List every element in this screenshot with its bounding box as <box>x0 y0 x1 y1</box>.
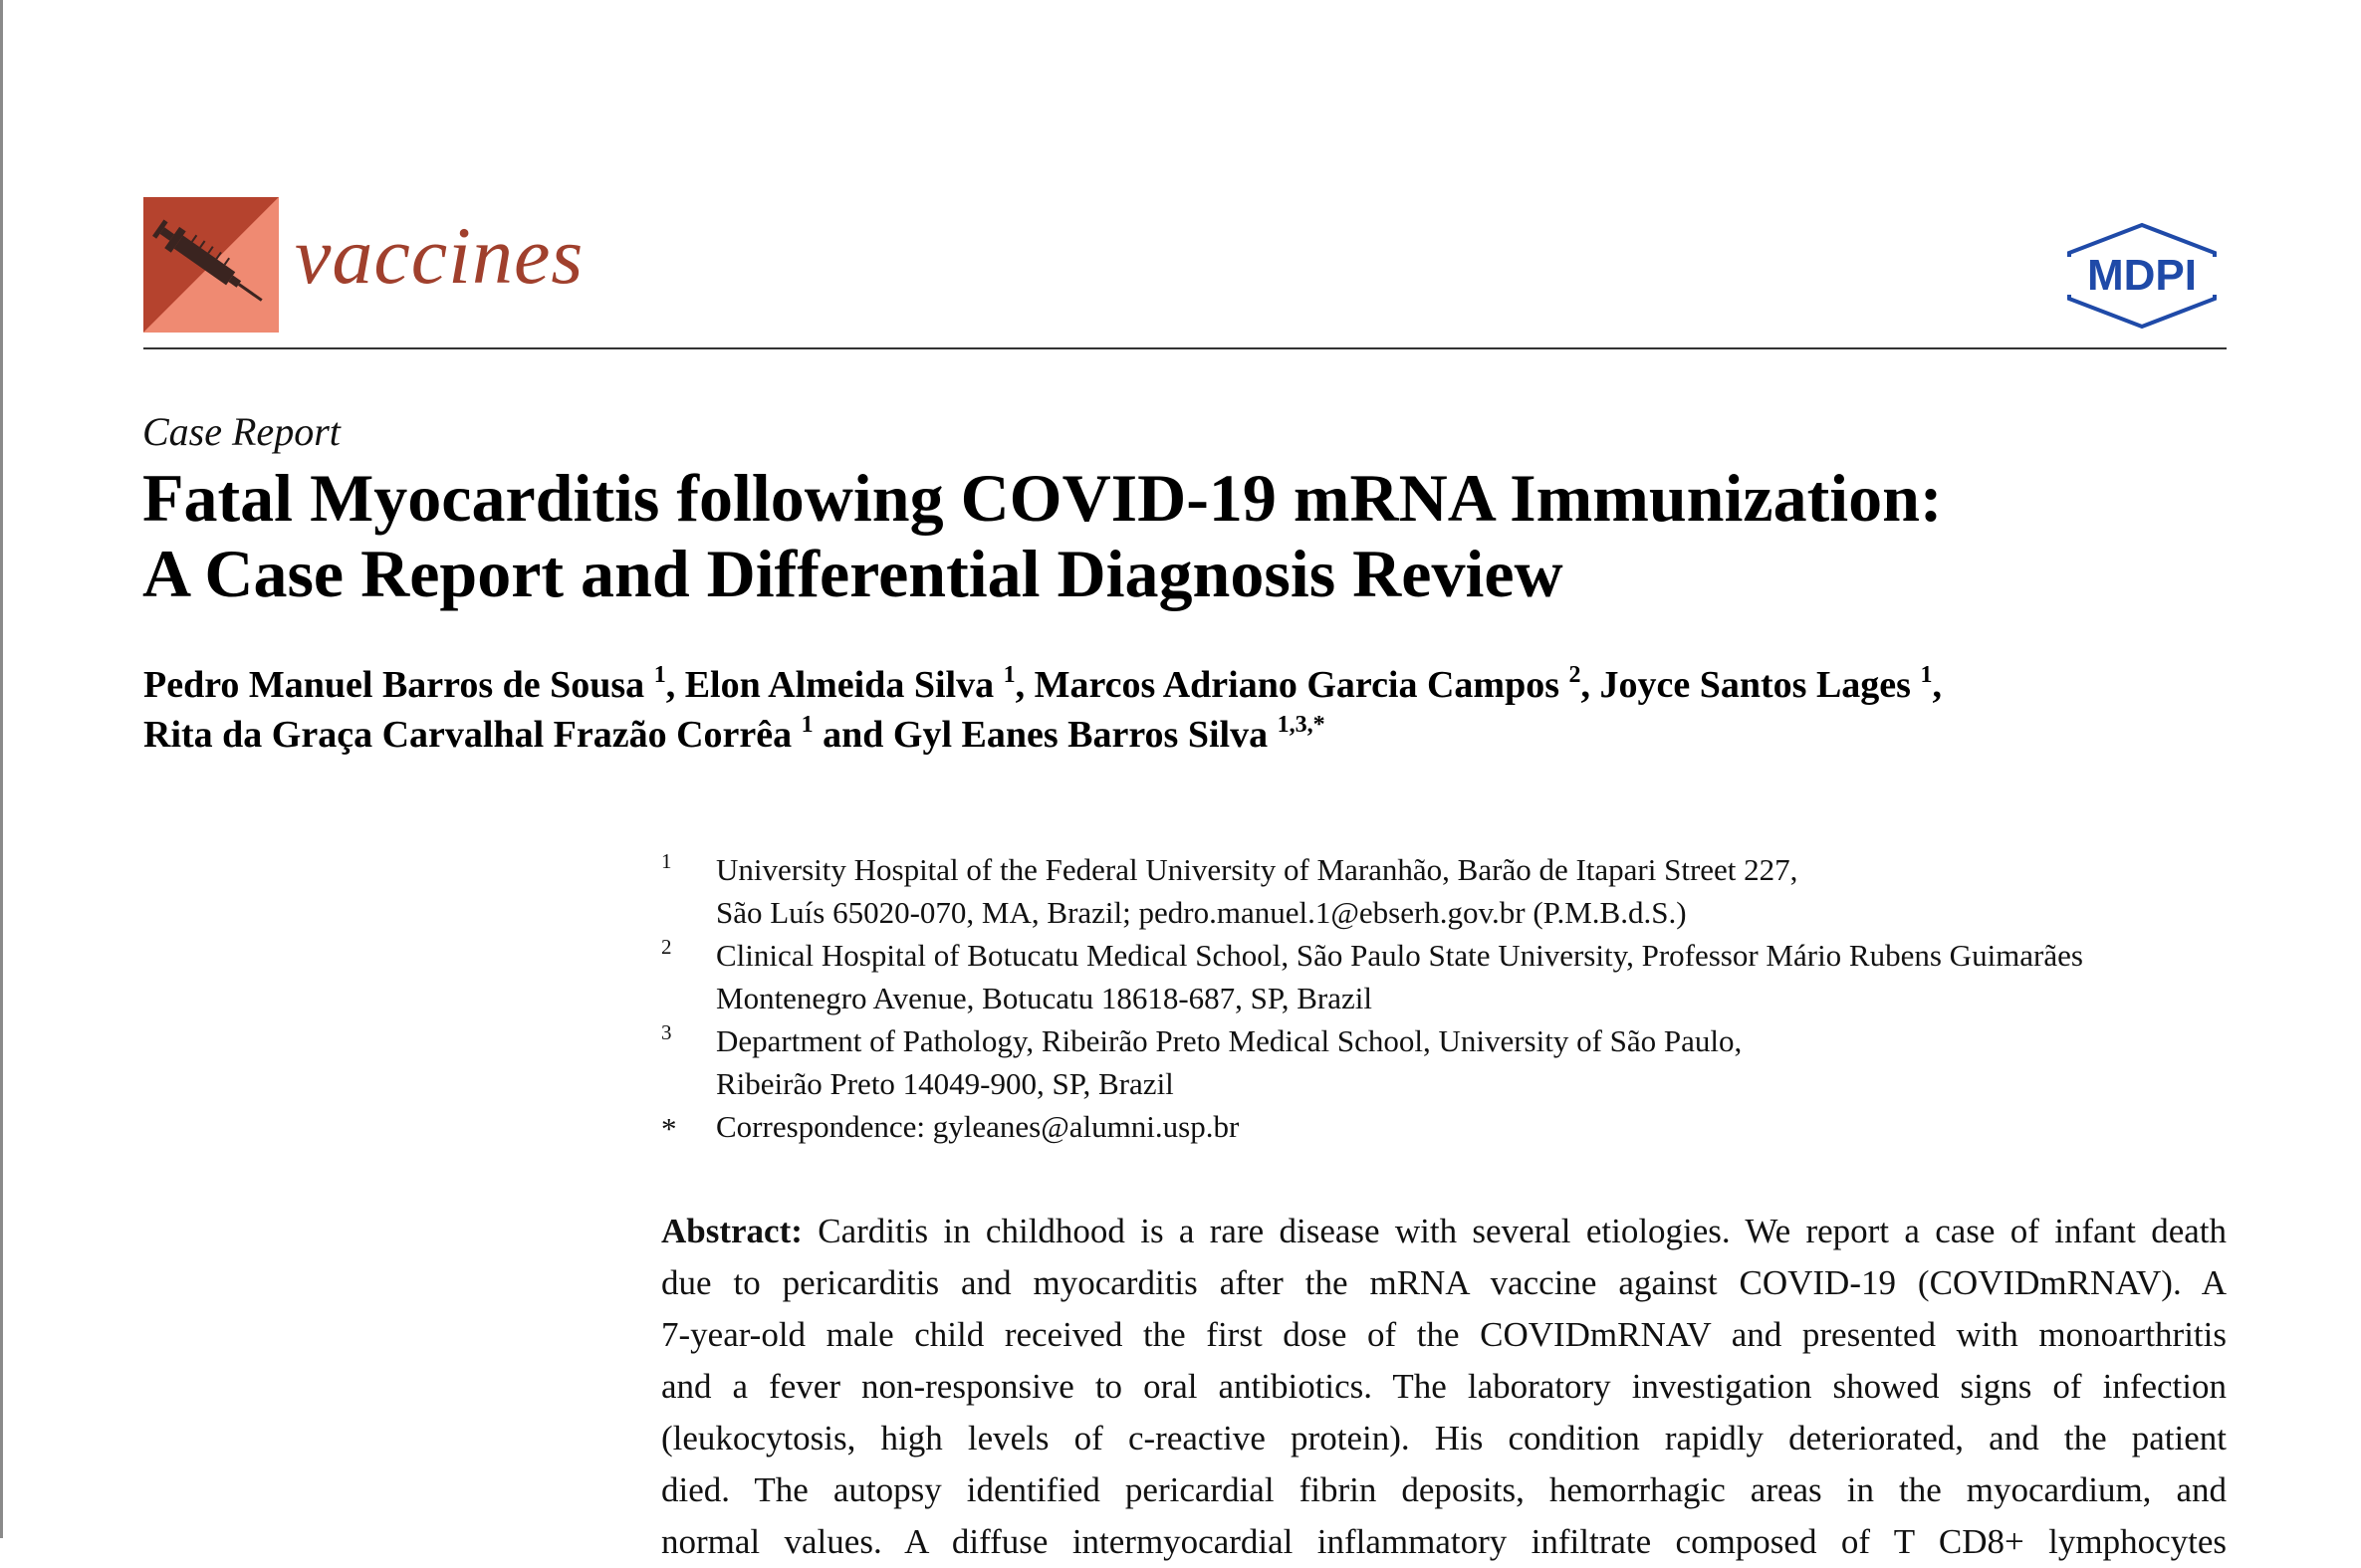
abstract-line: died. The autopsy identified pericardial fibrin deposits, hemorrhagic areas in the myocardium, and <box>661 1470 2227 1509</box>
journal-logo <box>143 197 279 333</box>
abstract-line: 7-year-old male child received the first dose of the COVIDmRNAV and presented with monoarthritis <box>661 1315 2227 1354</box>
correspondence-text: Correspondence: gyleanes@alumni.usp.br <box>716 1109 1240 1144</box>
author-line-2 <box>143 710 2244 760</box>
syringe-icon <box>143 197 279 333</box>
affiliation-item <box>661 1019 2235 1105</box>
author-line-1: Pedro Manuel Barros de Sousa $^1$, Elon Almeida Silva $^1$, Marcos Adriano Garcia Campos $^2$, Joyce Santos Lages $^1$, <box>143 662 1942 706</box>
affiliation-text: Department of Pathology, Ribeirão Preto Medical School, University of São Paulo, <box>716 1023 1743 1058</box>
article-type: Case Report <box>142 409 341 454</box>
title-line-2: A Case Report and Differential Diagnosis Review <box>142 536 1563 611</box>
paper-header <box>143 197 2227 333</box>
publisher-logo <box>2057 221 2227 331</box>
author-affiliation-ref: 1 <box>653 662 666 688</box>
author-name: Joyce Santos Lages <box>1599 664 1911 706</box>
affiliation-list <box>661 848 2235 1148</box>
abstract-line: normal values. A diffuse intermyocardial inflammatory infiltrate composed of T CD8+ lymphocytes <box>661 1522 2227 1561</box>
abstract-line <box>661 1206 2227 1257</box>
correspondence-item <box>661 1105 2235 1148</box>
abstract <box>661 1206 2227 1568</box>
publisher-name: MDPI <box>2087 251 2197 300</box>
author-name: Marcos Adriano Garcia Campos <box>1034 664 1560 706</box>
affiliation-text: Clinical Hospital of Botucatu Medical School, São Paulo State University, Professor Mário Rubens Guimarães <box>716 938 2083 973</box>
affiliation-marker: 2 <box>661 935 672 959</box>
author-conjunction: and <box>823 714 884 756</box>
article-title <box>142 460 2243 611</box>
affiliation-marker: 1 <box>661 849 672 873</box>
abstract-line: and a fever non-responsive to oral antibiotics. The laboratory investigation showed signs of infection <box>661 1367 2227 1406</box>
header-divider <box>143 347 2227 349</box>
author-affiliation-ref: 1 <box>801 712 814 738</box>
affiliation-item <box>661 934 2235 1019</box>
abstract-line: due to pericarditis and myocarditis after the mRNA vaccine against COVID-19 (COVIDmRNAV). A <box>661 1263 2227 1302</box>
affiliation-text: University Hospital of the Federal University of Maranhão, Barão de Itapari Street 227, <box>716 852 1798 887</box>
author-affiliation-ref: 1,3,* <box>1277 712 1325 738</box>
affiliation-marker: 3 <box>661 1020 672 1044</box>
abstract-text: Carditis in childhood is a rare disease with several etiologies. We report a case of infant death <box>818 1212 2228 1250</box>
affiliation-item <box>661 848 2235 934</box>
author-name: Elon Almeida Silva <box>684 664 995 706</box>
affiliation-text: Ribeirão Preto 14049-900, SP, Brazil <box>716 1066 1174 1101</box>
title-line-1: Fatal Myocarditis following COVID-19 mRNA Immunization: <box>142 460 1943 536</box>
abstract-line: (leukocytosis, high levels of c-reactive protein). His condition rapidly deteriorated, and the patient <box>661 1419 2227 1457</box>
author-affiliation-ref: 1 <box>1003 662 1016 688</box>
abstract-label: Abstract: <box>661 1212 803 1250</box>
author-list <box>143 660 2244 760</box>
affiliation-text: São Luís 65020-070, MA, Brazil; pedro.manuel.1@ebserh.gov.br (P.M.B.d.S.) <box>716 895 1687 930</box>
author-affiliation-ref: 1 <box>1920 662 1933 688</box>
author-name: Gyl Eanes Barros Silva <box>892 714 1269 756</box>
mdpi-logo-icon <box>2057 221 2227 331</box>
author-name: Pedro Manuel Barros de Sousa <box>143 664 645 706</box>
page-left-border <box>0 0 3 1538</box>
author-name: Rita da Graça Carvalhal Frazão Corrêa <box>143 714 793 756</box>
correspondence-marker: * <box>661 1111 677 1146</box>
author-affiliation-ref: 2 <box>1568 662 1581 688</box>
journal-name: vaccines <box>295 210 585 301</box>
affiliation-text: Montenegro Avenue, Botucatu 18618-687, SP, Brazil <box>716 981 1372 1015</box>
